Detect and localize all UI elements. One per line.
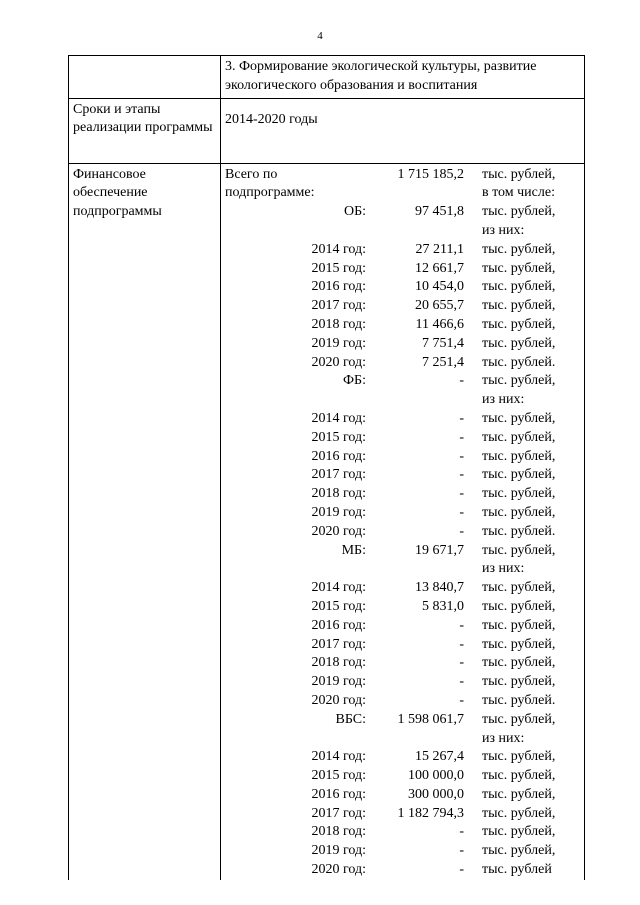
finance-row-unit: тыс. рублей	[482, 862, 552, 878]
finance-row-label: 2018 год:	[311, 824, 366, 840]
finance-row-amount: -	[459, 843, 464, 859]
finance-row-label: 2017 год:	[311, 805, 366, 821]
finance-row-unit: тыс. рублей,	[482, 241, 556, 257]
finance-row-unit: тыс. рублей,	[482, 467, 556, 483]
finance-row-label: 2017 год:	[311, 298, 366, 314]
finance-row-amount: 13 840,7	[415, 580, 464, 596]
finance-row-amount: 20 655,7	[415, 298, 464, 314]
finance-row-amount: 7 751,4	[422, 335, 464, 351]
finance-row-amount: -	[459, 467, 464, 483]
finance-row-label: ФБ:	[343, 373, 366, 389]
finance-row-unit: тыс. рублей,	[482, 786, 556, 802]
finance-row-amount: 19 671,7	[415, 542, 464, 558]
finance-row-label: 2019 год:	[311, 335, 366, 351]
finance-row-amount: -	[459, 824, 464, 840]
finance-row-unit: тыс. рублей,	[482, 316, 556, 332]
finance-row-unit: тыс. рублей, из них:	[482, 204, 556, 238]
finance-breakdown	[225, 166, 580, 880]
finance-row-amount: 10 454,0	[415, 279, 464, 295]
finance-row-unit: тыс. рублей,	[482, 279, 556, 295]
finance-row-label: 2016 год:	[311, 279, 366, 295]
finance-row-amount: -	[459, 617, 464, 633]
table-row	[69, 56, 585, 99]
finance-row-label: 2016 год:	[311, 448, 366, 464]
finance-row-unit: тыс. рублей,	[482, 768, 556, 784]
finance-row-amount: -	[459, 674, 464, 690]
table-row	[69, 98, 585, 163]
finance-row-unit: тыс. рублей,	[482, 504, 556, 520]
finance-row-unit: тыс. рублей,	[482, 580, 556, 596]
period-label: Сроки и этапы реализации программы	[69, 98, 221, 163]
finance-row-label: 2020 год:	[311, 523, 366, 539]
finance-row-amount: -	[459, 636, 464, 652]
finance-row-unit: тыс. рублей,	[482, 636, 556, 652]
finance-row-amount: -	[459, 429, 464, 445]
finance-row-label: 2019 год:	[311, 674, 366, 690]
finance-row-label: 2016 год:	[311, 617, 366, 633]
finance-row-unit: тыс. рублей,	[482, 655, 556, 671]
finance-row-amount: -	[459, 448, 464, 464]
finance-row-amount: 7 251,4	[422, 354, 464, 370]
finance-row-unit: тыс. рублей,	[482, 298, 556, 314]
finance-row-label: 2017 год:	[311, 467, 366, 483]
finance-row-amount: 12 661,7	[415, 260, 464, 276]
finance-row-label: 2015 год:	[311, 768, 366, 784]
finance-row-unit: тыс. рублей,	[482, 260, 556, 276]
finance-row-unit: тыс. рублей,	[482, 598, 556, 614]
finance-row-amount: 1 182 794,3	[397, 805, 464, 821]
table-row	[69, 163, 585, 880]
finance-row-unit: тыс. рублей,	[482, 805, 556, 821]
finance-row-amount: 100 000,0	[408, 768, 464, 784]
subprogram-title: 3. Формирование экологической культуры, развитие экологического образования и воспитания	[221, 56, 585, 99]
finance-row-amount: 5 831,0	[422, 598, 464, 614]
period-value: 2014-2020 годы	[221, 98, 585, 163]
finance-row-label: Всего по подпрограмме:	[225, 166, 315, 201]
finance-row-label: 2018 год:	[311, 655, 366, 671]
finance-row-label: 2014 год:	[311, 410, 366, 426]
finance-row-label: 2019 год:	[311, 504, 366, 520]
finance-row-unit: тыс. рублей,	[482, 410, 556, 426]
finance-row-label: 2020 год:	[311, 692, 366, 708]
finance-row-unit: тыс. рублей,	[482, 617, 556, 633]
finance-row-amount: -	[459, 655, 464, 671]
finance-row-unit: тыс. рублей,	[482, 448, 556, 464]
finance-row-amount: 97 451,8	[415, 204, 464, 220]
program-table	[68, 55, 585, 880]
finance-row-label: МБ:	[341, 542, 366, 558]
finance-row-unit: тыс. рублей.	[482, 523, 556, 539]
page-number: 4	[317, 30, 323, 42]
finance-row-amount: 1 598 061,7	[397, 711, 464, 727]
finance-row-unit: тыс. рублей.	[482, 354, 556, 370]
finance-row-unit: тыс. рублей, из них:	[482, 373, 556, 408]
finance-row-unit: тыс. рублей,	[482, 429, 556, 445]
finance-row-label: 2014 год:	[311, 241, 366, 257]
finance-row-unit: тыс. рублей,	[482, 335, 556, 351]
finance-row-amount: -	[459, 692, 464, 708]
finance-row-unit: тыс. рублей,	[482, 749, 556, 765]
finance-row-label: 2015 год:	[311, 429, 366, 445]
finance-row-amount: -	[459, 862, 464, 878]
finance-row-label: 2015 год:	[311, 260, 366, 276]
finance-row-unit: тыс. рублей,	[482, 486, 556, 502]
finance-row-unit: тыс. рублей.	[482, 692, 556, 708]
finance-cell	[221, 163, 585, 880]
finance-row-amount: 300 000,0	[408, 786, 464, 802]
finance-row-label: 2017 год:	[311, 636, 366, 652]
header-empty-cell	[69, 56, 221, 99]
finance-label: Финансовое обеспечение подпрограммы	[69, 163, 221, 880]
finance-row-label: 2014 год:	[311, 749, 366, 765]
finance-row-amount: 27 211,1	[415, 241, 464, 257]
finance-row-label: 2014 год:	[311, 580, 366, 596]
finance-row-label: 2016 год:	[311, 786, 366, 802]
finance-row-unit: тыс. рублей,	[482, 674, 556, 690]
finance-row-label: 2020 год:	[311, 862, 366, 878]
finance-row-label: ОБ:	[343, 204, 366, 220]
finance-row-amount: -	[459, 410, 464, 426]
finance-row-label: ВБС:	[335, 711, 366, 727]
finance-row-amount: -	[459, 373, 464, 389]
finance-row-label: 2018 год:	[311, 486, 366, 502]
finance-row-unit: тыс. рублей, в том числе:	[482, 166, 556, 201]
finance-row-unit: тыс. рублей,	[482, 824, 556, 840]
finance-row-amount: -	[459, 504, 464, 520]
finance-row-amount: 1 715 185,2	[397, 166, 464, 182]
finance-row-unit: тыс. рублей,	[482, 843, 556, 859]
finance-row-label: 2018 год:	[311, 316, 366, 332]
finance-row-amount: 11 466,6	[415, 316, 464, 332]
finance-row-unit: тыс. рублей, из них:	[482, 711, 556, 746]
finance-row-label: 2019 год:	[311, 843, 366, 859]
finance-row-amount: -	[459, 523, 464, 539]
finance-row-amount: 15 267,4	[415, 749, 464, 765]
finance-row-unit: тыс. рублей, из них:	[482, 542, 556, 577]
finance-row-amount: -	[459, 486, 464, 502]
finance-row-label: 2015 год:	[311, 598, 366, 614]
finance-row-label: 2020 год:	[311, 354, 366, 370]
